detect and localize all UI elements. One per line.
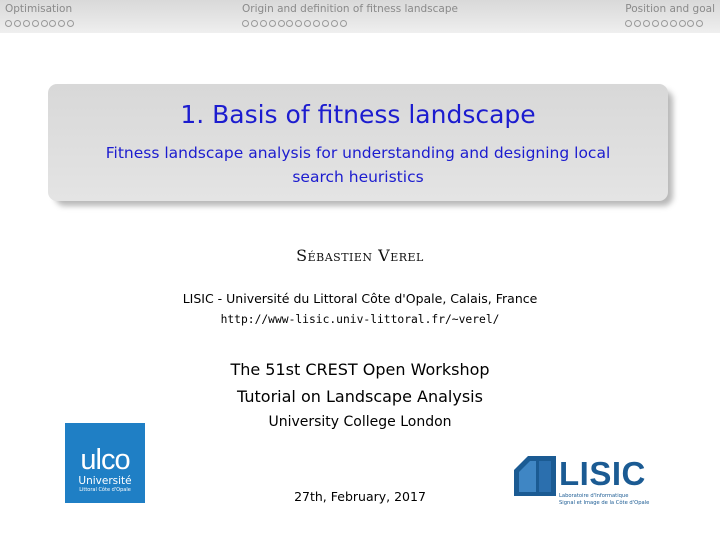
ulco-logo-word: ulco	[80, 444, 130, 476]
nav-frame-dot[interactable]	[286, 20, 293, 27]
nav-dots	[242, 20, 458, 27]
nav-frame-dot[interactable]	[278, 20, 285, 27]
nav-frame-dot[interactable]	[313, 20, 320, 27]
slide-title: 1. Basis of fitness landscape	[180, 100, 536, 129]
nav-frame-dot[interactable]	[331, 20, 338, 27]
nav-frame-dot[interactable]	[58, 20, 65, 27]
navigation-bar	[0, 0, 720, 33]
author-url-link[interactable]: http://www-lisic.univ-littoral.fr/~verel/	[220, 313, 500, 326]
ulco-logo-line2: Littoral Côte d'Opale	[79, 487, 131, 493]
nav-frame-dot[interactable]	[696, 20, 703, 27]
nav-frame-dot[interactable]	[304, 20, 311, 27]
nav-frame-dot[interactable]	[41, 20, 48, 27]
nav-frame-dot[interactable]	[687, 20, 694, 27]
nav-section-optimisation[interactable]	[5, 3, 76, 27]
event-title: The 51st CREST Open Workshop	[230, 360, 490, 379]
nav-frame-dot[interactable]	[242, 20, 249, 27]
slide-subtitle: Fitness landscape analysis for understanding and designing local search heuristics	[105, 144, 611, 186]
nav-frame-dot[interactable]	[269, 20, 276, 27]
lisic-logo	[514, 456, 659, 511]
nav-frame-dot[interactable]	[49, 20, 56, 27]
lisic-logo-line1: Laboratoire d'Informatique	[559, 493, 629, 499]
nav-frame-dot[interactable]	[652, 20, 659, 27]
nav-frame-dot[interactable]	[625, 20, 632, 27]
lisic-logo-line2: Signal et Image de la Côte d'Opale	[559, 500, 650, 506]
affiliation: LISIC - Université du Littoral Côte d'Opale, Calais, France	[182, 291, 538, 306]
nav-frame-dot[interactable]	[670, 20, 677, 27]
lisic-mark-icon	[514, 456, 556, 496]
title-box	[48, 84, 668, 201]
event-subtitle: Tutorial on Landscape Analysis	[237, 387, 483, 406]
nav-dots	[625, 20, 715, 27]
author-name: Sébastien Verel	[296, 246, 424, 265]
nav-section-position[interactable]	[625, 3, 715, 27]
nav-section-label[interactable]: Optimisation	[5, 3, 73, 15]
nav-frame-dot[interactable]	[340, 20, 347, 27]
nav-frame-dot[interactable]	[23, 20, 30, 27]
nav-section-origin[interactable]	[242, 3, 458, 27]
nav-frame-dot[interactable]	[679, 20, 686, 27]
event-venue: University College London	[268, 414, 452, 430]
nav-frame-dot[interactable]	[67, 20, 74, 27]
nav-dots	[5, 20, 76, 27]
nav-frame-dot[interactable]	[5, 20, 12, 27]
nav-frame-dot[interactable]	[14, 20, 21, 27]
lisic-logo-word: LISIC	[559, 455, 646, 492]
nav-frame-dot[interactable]	[251, 20, 258, 27]
ulco-logo	[65, 423, 145, 503]
nav-frame-dot[interactable]	[634, 20, 641, 27]
nav-frame-dot[interactable]	[661, 20, 668, 27]
nav-section-label[interactable]: Origin and definition of fitness landscape	[242, 3, 458, 15]
nav-frame-dot[interactable]	[295, 20, 302, 27]
nav-section-label[interactable]: Position and goal	[625, 3, 715, 15]
nav-frame-dot[interactable]	[260, 20, 267, 27]
ulco-logo-line1: Université	[78, 475, 132, 487]
nav-frame-dot[interactable]	[322, 20, 329, 27]
event-date: 27th, February, 2017	[294, 489, 426, 504]
nav-frame-dot[interactable]	[32, 20, 39, 27]
nav-frame-dot[interactable]	[643, 20, 650, 27]
